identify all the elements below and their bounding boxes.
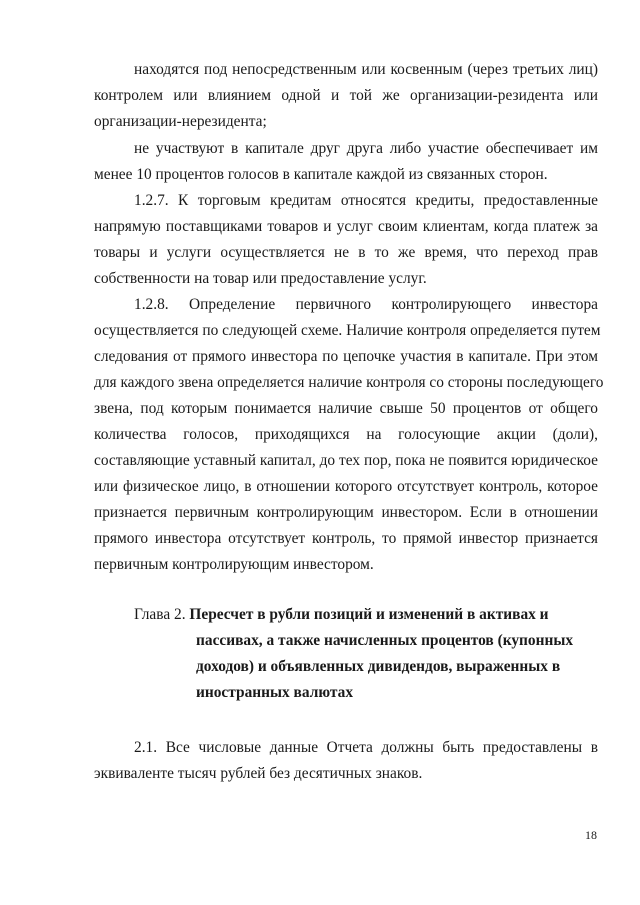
text-line: признается первичным контролирующим инвестором. Если в отношении <box>94 504 598 521</box>
text-line: осуществляется по следующей схеме. Наличие контроля определяется путем <box>94 322 601 339</box>
text-line: 1.2.7. К торговым кредитам относятся кредиты, предоставленные <box>134 192 598 209</box>
text-line: контролем или влиянием одной и той же организации-резидента или <box>94 87 598 104</box>
page-number: 18 <box>585 828 597 842</box>
text-line: количества голосов, приходящихся на голосующие акции (доли), <box>94 426 598 443</box>
chapter-title-line: Пересчет в рубли позиций и изменений в активах и <box>189 606 549 623</box>
text-line: эквиваленте тысяч рублей без десятичных знаков. <box>94 765 423 782</box>
text-line: следования от прямого инвестора по цепочке участия в капитале. При этом <box>94 348 598 365</box>
chapter-title-line: пассивах, а также начисленных процентов (купонных <box>196 632 574 649</box>
text-line: прямого инвестора отсутствует контроль, то прямой инвестор признается <box>94 530 598 547</box>
text-line: или физическое лицо, в отношении которого отсутствует контроль, которое <box>94 478 598 495</box>
text-line: менее 10 процентов голосов в капитале каждой из связанных сторон. <box>94 166 548 183</box>
text-line: 1.2.8. Определение первичного контролирующего инвестора <box>134 296 598 313</box>
text-line: составляющие уставный капитал, до тех пор, пока не появится юридическое <box>94 452 598 469</box>
text-line: звена, под которым понимается наличие свыше 50 процентов от общего <box>94 400 598 417</box>
chapter-prefix: Глава 2. <box>134 606 186 623</box>
text-line: товары и услуги осуществляется не в то же время, что переход прав <box>94 244 598 261</box>
text-line: собственности на товар или предоставление услуг. <box>94 270 427 287</box>
chapter-title-line: иностранных валютах <box>196 684 354 701</box>
text-line: 2.1. Все числовые данные Отчета должны быть предоставлены в <box>134 739 598 756</box>
chapter-title-line: доходов) и объявленных дивидендов, выраженных в <box>196 658 561 675</box>
text-line: организации-нерезидента; <box>94 113 267 130</box>
text-line: первичным контролирующим инвестором. <box>94 556 374 573</box>
text-line: не участвуют в капитале друг друга либо участие обеспечивает им <box>134 140 598 157</box>
text-line: напрямую поставщиками товаров и услуг своим клиентам, когда платеж за <box>94 218 598 235</box>
text-line: для каждого звена определяется наличие контроля со стороны последующего <box>94 374 604 391</box>
text-line: находятся под непосредственным или косвенным (через третьих лиц) <box>134 61 598 78</box>
